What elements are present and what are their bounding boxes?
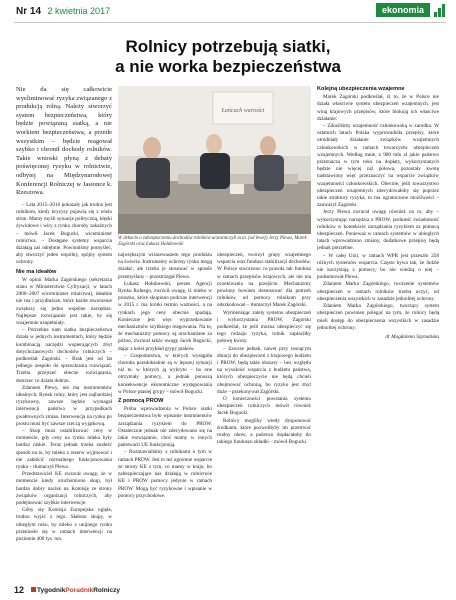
page-number: 12 bbox=[14, 585, 25, 595]
paragraph: – Gospodarstwa, w których wystąpiła choroba paradoksalnie są w lepszej sytuacji niż te, w których ją wykryto – bo one otrzymały pomocy, a jednak ponoszą konsekwencje ekonomiczne występowania w Polsce ptasiej grypy – mówił Bogucki. bbox=[118, 352, 212, 395]
page-footer bbox=[14, 585, 120, 595]
debate-photo-illustration bbox=[118, 86, 311, 234]
photo-banner: Łańcuch wartości bbox=[221, 108, 265, 114]
author-signature: dr Magdalena Szymańska bbox=[385, 333, 439, 340]
section-tag bbox=[376, 3, 448, 17]
column-1 bbox=[16, 86, 112, 578]
paragraph: Marek Zagórski podkreślał, iż to, że w Polsce nie działa właściwie system ubezpieczeń wzajemnych, jest winą krajowych przepisów, które blokują ich właściwe działanie: bbox=[317, 94, 439, 122]
photo-caption: W debacie o zabezpieczeniu dochodów rolników uczestniczyli m.in. (od lewej) Jerzy Plewa, Marek Zagórski oraz Łukasz Hołubowski bbox=[118, 236, 307, 247]
subheading-prow: Z pomocą PROW bbox=[118, 398, 164, 405]
paragraph: O konieczności powstania systemu ubezpieczeń rolniczych mówił również Jacek Bogucki. bbox=[217, 396, 311, 417]
paragraph: W opinii Marka Zagórskiego (sekretarza stanu w Ministerstwie Cyfryzacji, w latach 2006–2007 wiceminister rolnictwa), ideałnie nie ma i przydłuższe, które każde stworzenie zwiększy się jedno wspólne narzędzie. Najlepsze rozwiązanie jest takie, by się wzajemnie uzupełniały. bbox=[16, 276, 112, 326]
bar-chart-icon bbox=[434, 3, 448, 17]
article-title bbox=[14, 37, 442, 77]
article-lead bbox=[16, 86, 112, 198]
section-label: ekonomia bbox=[376, 3, 430, 17]
subheading-mutual-insurance: Kolejną ubezpieczenia wzajemne bbox=[317, 86, 405, 92]
paragraph: – Zawsze jednak, nawet przy rosnącym dotacji do ubezpieczeń z krajowego budżetu i PROW, będą takie obszary – bez względu na wysokość wsparcia z budżetu państwa, których ubezpieczycie nie będą chcieli obejmować ochroną, bo ryzyko jest zbyt duże – przekonywał Zagórski. bbox=[217, 345, 311, 395]
paragraph: Zdaniem Marka Zagórskiego, tworzący system ubezpieczeń powinien polegać na tym, że rolnicy będą mieli dostęp do ubezpieczenia wszystkich w zasadzie jednolitej ochrony. bbox=[317, 303, 439, 331]
paragraph: Zdaniem Marka Zagórskiego, tworzenie systemów ubezpieczeń w ramach rolników trzeba uczyć, od ubezpieczenia wszystkich w zasadzie jednolitej ochrony. bbox=[317, 281, 439, 302]
column-4 bbox=[317, 86, 439, 578]
paragraph: – Zdusiliśmy wzajemność członkowską w zarodku. W ostatnich latach Polska wyprowadziła przepisy, które utrudniały działanie związków wzajemnych członkowskich w ramach towarzystw ubezpieczeń wzajemnych. Według mnie, z 900 mln zł jakie państwo przeznacza w tym roku na dopłaty, wykorzystanych będzie nie więcej niż połowa, pozostały kwotę nadstawiony więc przeznaczyć na wsparcie związków wzajemności członkowskich. Obecnie, jeśli towarzystwo ubezpieczeń wzajemnych zdecydowałoby się poprzez takie struktury ryzyka, to ma ograniczone możliwości – zauważył Zagórski. bbox=[317, 123, 439, 209]
paragraph: Jerzy Plewa zwracał uwagę również na to, aby – wykorzystując narzędzia z PROW, podnieść świadomość rolników w kontekście zarządzania ryzykiem za pomocą ubezpieczeń. Ponieważ w ramach systemów w ubiegłych latach wprowadzono zmiany, dodatkowe przepisy będą jednak potrzebne. bbox=[317, 209, 439, 252]
paragraph: Przedstawiciel KE zwracał uwagę, że w momencie kiedy uruchomiono skup, był bardzo dobry nacisk na Komisję ze strony związków organizacji rolniczych, aby podejmować szybkie interwencje. bbox=[16, 471, 112, 507]
header-rule bbox=[14, 22, 446, 23]
column-3 bbox=[217, 252, 311, 578]
paragraph: Łukasz Hołubowski, prezes Agencji Rynku Rolnego, zwrócił uwagę, iż mleko w proszku, które skupiono podczas interwencji w 2015 r. ma krótki termin ważności, a na rynkach jego ceny obecnie spadają. Konieczne jest więc wyprzedawanie mechanizmów szybkiego reagowania. Na to, że mechanizmy pomocy są uruchamiane za późno, zwracał także uwagę Jacek Bogucki, dając z kolei przykład grypy ptaków. bbox=[118, 280, 212, 352]
brand-part-2: Poradnik bbox=[65, 586, 94, 594]
paragraph: największym wiśniewaszem tego produktu na świecie. Instrumenty ochrony rynku mogą działać, ale trzeba je stosować w sposób przemyślany – przestrzegał Plewa. bbox=[118, 252, 212, 280]
paragraph: – Lata 2015–2016 pokazały jak trudno jest rolnikom, kiedy kryzysy pojawią się z wielu stron. Mamy myśli sytuacje polityczną, klęski żywiołowe i wiry z rynku choroby zakaźnych – mówił Jacek Bogucki, wiceminister rolnictwa. – Dostępne systemy wsparcia działają zaś odrębnie. Powinniśmy pomyśleć, aby stworzyć jeden wspólny, spójny system ochrony. bbox=[16, 201, 112, 266]
paragraph: Wymieniając zalety systemu ubezpieczeń i wykorzystania PROW, Zagórski podkreślał, że jeśli można ubezpieczyć się tego rodzaju ryzyka, rolnik zapłaciłby połowę kwoty. bbox=[217, 309, 311, 345]
paragraph: ubezpieczeń, tworzył grupy wzajemnego wsparcia oraz fundusz stabilizacji dochodów. W Polsce stworzono co prawda tak fundusz w ramach przepisów krajowych, ale nie ma oczekiwania na przejście. Mechanizmy powinny bowiem dostosować dla potrzeb rolników, od pomocy rolnikom przy odszkodowań – tłumaczył Marek Zagórski. bbox=[217, 252, 311, 309]
page-header bbox=[0, 0, 456, 22]
paragraph: – Skup musi ustabilizować ceny w momencie, gdy ceny na rynku mleka były bardzo niskie. Teraz jednak trzeba znaleźć sposób na to, by mleko z rezerw wyjmować i nie zakłócić normalnego funkcjonowania rynku – tłumaczył Plewa. bbox=[16, 428, 112, 471]
issue-date: 2 kwietnia 2017 bbox=[47, 6, 111, 16]
article-photo bbox=[118, 86, 311, 234]
paragraph: – Rozmawialiśmy z rolnikami o tym w ramach PROW. Jest to też ogromne wsparcie ze strony KE z tym, co mamy w kraju, bo zabezpieczające nas działają w rolnictwie KE i PROW pomocy jedynie w ramach PROW. Mogą być ryzykowne i wpisanie w pomocy przychodowe. bbox=[118, 449, 212, 499]
paragraph: Góby się Komisja Europejska ugięła, trudno wyjść z tego. Słabsze skupy, w ubiegłym roku, by mleko z unijnego rynku przeniosło się w ramach interwencji na poziomie 400 tys. ton. bbox=[16, 507, 112, 543]
paragraph: Zdaniem Plewy, nie ma instrumentów idealnych. Rynek rolny, który jest najbardziej ryzykowny, zawsze będzie wymagał interwencji państwa w przypadkach gwałtownych zmian. Interwencja na rynku po prostu musi być zawsze rzeczą wyjątkową. bbox=[16, 384, 112, 427]
brand-part-3: Rolniczy bbox=[93, 586, 120, 594]
title-line-2: a nie worka bezpieczeństwa bbox=[115, 57, 341, 76]
paragraph: – Potrzebna nam siatka bezpieczeństwa działa w jednych instrumentach, który będzie kombinacją narzędzi wspierających zbyt dotychczasowych dochodów rolniczych – podkreślał Zagórski. – Brak jest od lat jednego zespołu do sprawdzania rozwiązań. Trzeba przejrzeć obecne rozwiązania, dostrzec co działa dobrze. bbox=[16, 327, 112, 384]
brand-part-1: Tygodnik bbox=[37, 586, 66, 594]
brand-logo-icon bbox=[31, 587, 36, 592]
publication-brand bbox=[30, 587, 120, 594]
issue-info bbox=[16, 6, 110, 17]
paragraph: Próba wprowadzenia w Polsce siatki bezpieczeństwa było wpisanie instrumentów zarządzania ryzykiem do PROW. Ostatecznie jednak nie zdecydowano się na takie rozwiązanie, choć mamy w innych państwach UE funkcjonują. bbox=[118, 406, 212, 449]
title-line-1: Rolnicy potrzebują siatki, bbox=[125, 37, 331, 56]
lead-paragraph: Nie da się całkowicie wyeliminować ryzyka związanego z produkcją rolną. Należy stworzyć system bezpieczeństwa, który będzie powiązaną siatką, a nie workiem bezpieczeństwa, a przede wszystkim – będzie reagował szybko i chronił dochody rolników. Takie wnioski płyną z debaty poświęconej ryzyku w rolnictwie, odbytej na Międzynarodowej Konferencji Rolniczej w Jasionce k. Rzeszowa. bbox=[16, 86, 112, 197]
column-2 bbox=[118, 252, 212, 578]
issue-number: Nr 14 bbox=[16, 6, 42, 17]
paragraph: Rolnicy mogliby wtedy dysponować środkami, które pozwoliłyby im przetrwać trudny okres, a państwo dopłacałoby do takiego funduszu składki – mówił Bogucki. bbox=[217, 417, 311, 446]
subheading-ideals: Nie ma ideałów bbox=[16, 268, 57, 275]
paragraph: – W całej Unii, w ramach WPR jest przeszło 258 różnych systemów wsparcia. Często bywa tak, że ludzie nie korzystają z pomocy, bo nie wiedzą o niej – podsumował Plewa. bbox=[317, 252, 439, 281]
